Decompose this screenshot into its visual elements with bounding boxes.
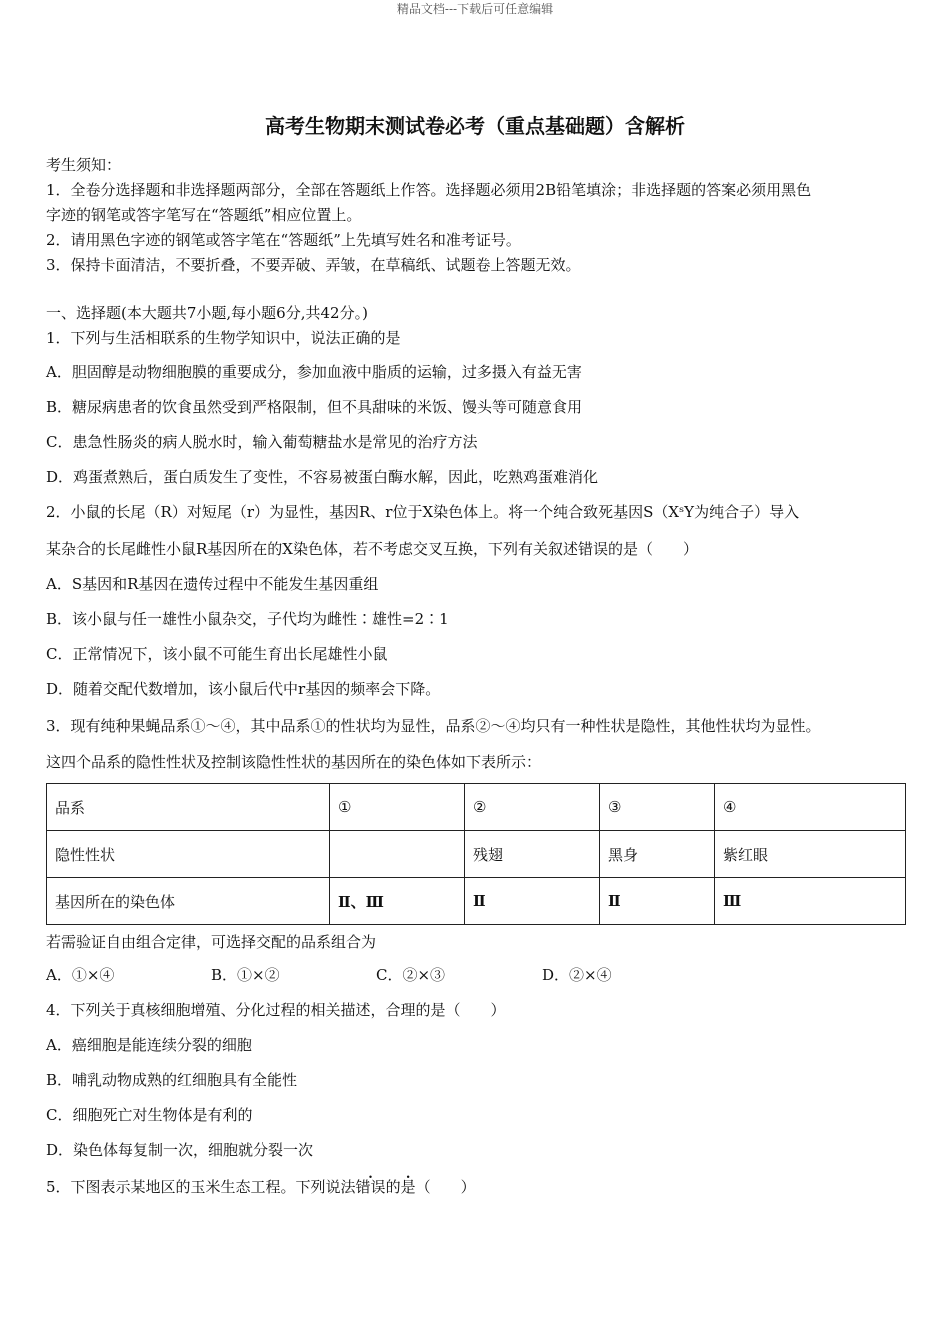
q3-option-c: C．②×③ [376,966,446,984]
table-cell: Ⅱ、Ⅲ [330,878,465,925]
q3-option-d: D．②×④ [542,966,612,984]
q2-option-b: B．该小鼠与任一雄性小鼠杂交，子代均为雌性∶雄性=2∶1 [46,610,449,628]
table-cell [330,831,465,878]
q3-stem-line1: 3．现有纯种果蝇品系①～④，其中品系①的性状均为显性，品系②～④均只有一种性状是隐性，其他性状均为显性。 [46,717,821,735]
q5-stem-text: 的 [385,1178,401,1196]
table-cell: 残翅 [465,831,600,878]
table-cell: 品系 [47,784,330,831]
q4-stem: 4．下列关于真核细胞增殖、分化过程的相关描述，合理的是（ ） [46,1001,506,1019]
q3-option-b: B．①×② [211,966,280,984]
q2-stem-line1: 2．小鼠的长尾（R）对短尾（r）为显性，基因R、r位于X染色体上。将一个纯合致死基因S（XˢY为纯合子）导入 [46,503,800,521]
table-cell: ③ [600,784,715,831]
q1-option-a: A．胆固醇是动物细胞膜的重要成分，参加血液中脂质的运输，过多摄入有益无害 [46,363,582,381]
q1-stem: 1．下列与生活相联系的生物学知识中，说法正确的是 [46,329,401,347]
table-cell: Ⅱ [465,878,600,925]
section-heading: 一、选择题(本大题共7小题,每小题6分,共42分。) [46,304,368,322]
q2-stem-line2: 某杂合的长尾雌性小鼠R基因所在的X染色体，若不考虑交叉互换，下列有关叙述错误的是（ ） [46,540,698,558]
table-row [47,878,906,925]
strain-table [46,783,906,925]
q2-option-c: C．正常情况下，该小鼠不可能生育出长尾雄性小鼠 [46,645,388,663]
q5-stem-text: 5．下图表示某地区的玉米生态工程。下列说法 [46,1178,356,1196]
q1-option-b: B．糖尿病患者的饮食虽然受到严格限制，但不具甜味的米饭、馒头等可随意食用 [46,398,583,416]
q3-stem-line2: 这四个品系的隐性性状及控制该隐性性状的基因所在的染色体如下表所示： [46,753,542,771]
table-cell: 黑身 [600,831,715,878]
q1-option-d: D．鸡蛋煮熟后，蛋白质发生了变性，不容易被蛋白酶水解，因此，吃熟鸡蛋难消化 [46,468,599,486]
q3-option-a: A．①×④ [46,966,115,984]
table-cell: ② [465,784,600,831]
header-note: 精品文档---下载后可任意编辑 [396,2,554,16]
table-row [47,784,906,831]
table-cell: Ⅱ [600,878,715,925]
table-cell: 紫红眼 [715,831,906,878]
q2-option-a: A．S基因和R基因在遗传过程中不能发生基因重组 [46,575,379,593]
q4-option-a: A．癌细胞是能连续分裂的细胞 [46,1036,252,1054]
q1-option-c: C．患急性肠炎的病人脱水时，输入葡萄糖盐水是常见的治疗方法 [46,433,478,451]
table-cell: 隐性性状 [47,831,330,878]
q4-option-b: B．哺乳动物成熟的红细胞具有全能性 [46,1071,298,1089]
q4-option-c: C．细胞死亡对生物体是有利的 [46,1106,253,1124]
q4-option-d: D．染色体每复制一次，细胞就分裂一次 [46,1141,314,1159]
q3-after-table: 若需验证自由组合定律，可选择交配的品系组合为 [46,933,377,951]
notice-item-1-cont: 字迹的钢笔或答字笔写在“答题纸”相应位置上。 [46,206,362,224]
q5-emphasis: 错误 [355,1178,386,1196]
notice-item-1: 1．全卷分选择题和非选择题两部分，全部在答题纸上作答。选择题必须用2B铅笔填涂；非选择题的答案必须用黑色 [46,181,812,199]
table-cell: 基因所在的染色体 [47,878,330,925]
notice-item-3: 3．保持卡面清洁，不要折叠，不要弄破、弄皱，在草稿纸、试题卷上答题无效。 [46,256,581,274]
table-cell: ① [330,784,465,831]
table-cell: ④ [715,784,906,831]
q2-option-d: D．随着交配代数增加，该小鼠后代中r基因的频率会下降。 [46,680,441,698]
page-title: 高考生物期末测试卷必考（重点基础题）含解析 [265,114,685,138]
notice-item-2: 2．请用黑色字迹的钢笔或答字笔在“答题纸”上先填写姓名和准考证号。 [46,231,521,249]
q5-emphasis: 是 [400,1178,416,1196]
notice-heading: 考生须知： [46,156,122,174]
table-row [47,831,906,878]
table-cell: Ⅲ [715,878,906,925]
q5-stem-text: （ ） [415,1178,476,1196]
q5-stem [46,1177,910,1197]
